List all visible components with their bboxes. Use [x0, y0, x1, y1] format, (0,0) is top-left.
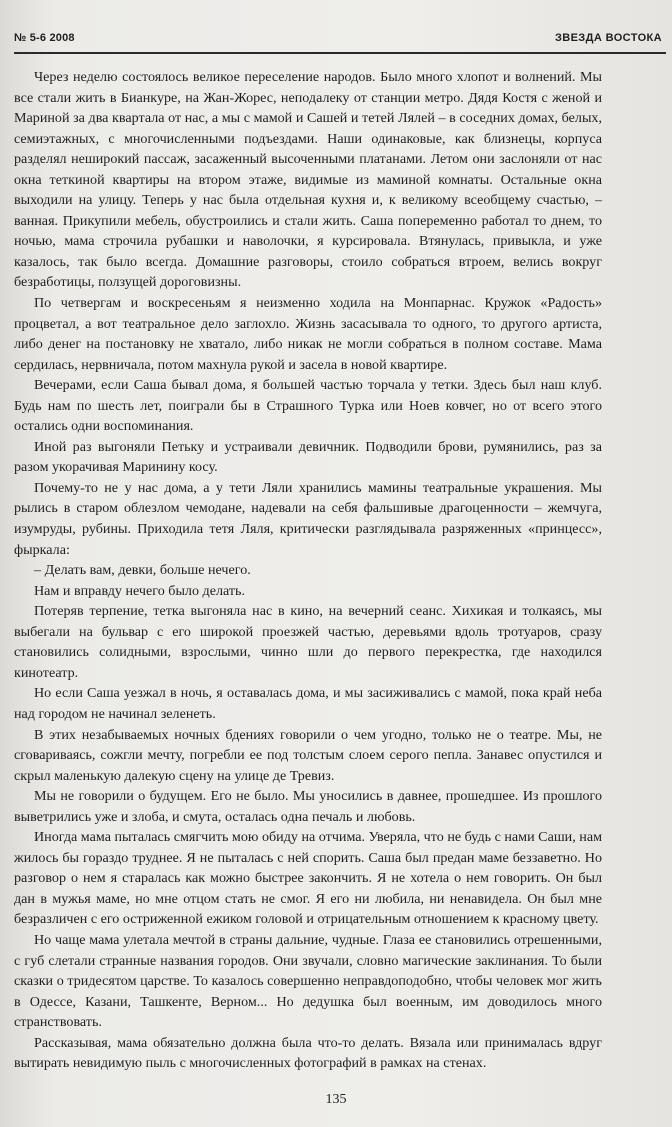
running-header [14, 30, 666, 54]
paragraph: Мы не говорили о будущем. Его не было. Мы уносились в давнее, прошедшее. Из прошлого выветрились уже и злоба, и смута, осталась одна печаль и любовь. [14, 788, 602, 825]
paragraph: Вечерами, если Саша бывал дома, я большей частью торчала у тетки. Здесь был наш клуб. Будь нам по шесть лет, поиграли бы в Страшного Турка или Ноев ковчег, но от всего этого остались одни воспоминания. [14, 377, 602, 435]
issue-number: № 5-6 2008 [14, 32, 75, 44]
paragraph: Иногда мама пыталась смягчить мою обиду на отчима. Уверяла, что не будь с нами Саши, нам жилось бы гораздо труднее. Я не пыталась с ней спорить. Саша был предан маме беззаветно. Но разговор о нем я старалась как можно быстрее закончить. Я не хотела о нем говорить. Он был дан в мужья маме, но мне отцом стать не смог. Я его ни любила, ни ненавидела. Он был мне безразличен с его остриженной ежиком головой и отрицательным отношением к красному цвету. [14, 829, 602, 928]
paragraph: – Делать вам, девки, больше нечего. [34, 562, 251, 579]
journal-title: ЗВЕЗДА ВОСТОКА [554, 32, 662, 44]
paragraph: Через неделю состоялось великое переселение народов. Было много хлопот и волнений. Мы все стали жить в Бианкуре, на Жан-Жорес, неподалеку от станции метро. Дядя Костя с женой и Мариной за два квартала от нас, а мы с мамой и Сашей и тетей Лялей – в соседних домах, белых, семиэтажных, с многочисленными подъездами. Наши одинаковые, как близнецы, корпуса разделял неширокий пассаж, засаженный высоченными платанами. Летом они заслоняли от нас окна теткиной квартиры на втором этаже, видимые из маминой комнаты. Остальные окна выходили на улицу. Теперь у нас была отдельная кухня и, к великому всеобщему счастью, – ванная. Прикупили мебель, обустроились и стали жить. Саша попеременно работал то днем, то ночью, мама строчила рубашки и наволочки, я курсировала. Втянулась, привыкла, и уже казалось, так было всегда. Домашние разговоры, стоило собраться втроем, велись вокруг безработицы, ползущей дороговизны. [14, 69, 602, 291]
paragraph: В этих незабываемых ночных бдениях говорили о чем угодно, только не о театре. Мы, не сговариваясь, сожгли мечту, погребли ее под толстым слоем серого пепла. Занавес опустился и скрыл маленькую далекую сцену на улице де Тревиз. [14, 726, 602, 784]
paragraph: По четвергам и воскресеньям я неизменно ходила на Монпарнас. Кружок «Радость» процветал, а вот театральное дело заглохло. Жизнь засасывала то одного, то другого артиста, либо денег на постановку не хватало, либо никак не могли собраться в полном составе. Мама сердилась, нервничала, потом махнула рукой и засела в новой квартире. [14, 295, 602, 373]
paragraph: Иной раз выгоняли Петьку и устраивали девичник. Подводили брови, румянились, раз за разом укорачивая Маринину косу. [14, 438, 602, 476]
paragraph: Но чаще мама улетала мечтой в страны дальние, чудные. Глаза ее становились отрешенными, с губ слетали странные названия городов. Они звучали, словно магические заклинания. То были сказки о тридесятом царстве. То казалось совершенно неправдоподобно, чтобы человек мог жить в Одессе, Казани, Ташкенте, Верном... Но дедушка был военным, им доводилось много странствовать. [14, 931, 602, 1031]
article-body [14, 67, 602, 1074]
paragraph: Нам и вправду нечего было делать. [34, 582, 245, 599]
paragraph: Но если Саша уезжал в ночь, я оставалась дома, и мы засиживались с мамой, пока край неба над городом не начинал зеленеть. [14, 685, 602, 722]
paragraph: Потеряв терпение, тетка выгоняла нас в кино, на вечерний сеанс. Хихикая и толкаясь, мы выбегали на бульвар с его широкой проезжей частью, деревьями вдоль тротуаров, сразу становились солидными, взрослыми, чинно шли до первого перекрестка, где находился кинотеатр. [14, 603, 602, 681]
paragraph: Рассказывая, мама обязательно должна была что-то делать. Вязала или принималась вдруг вытирать невидимую пыль с многочисленных фотографий в рамках на стенах. [14, 1034, 602, 1072]
paragraph: Почему-то не у нас дома, а у тети Ляли хранились мамины театральные украшения. Мы рылись в старом облезлом чемодане, надевали на себя фальшивые драгоценности – жемчуга, изумруды, рубины. Приходила тетя Ляля, критически разглядывала разряженных «принцесс», фыркала: [14, 479, 602, 558]
page-number: 135 [325, 1092, 347, 1107]
